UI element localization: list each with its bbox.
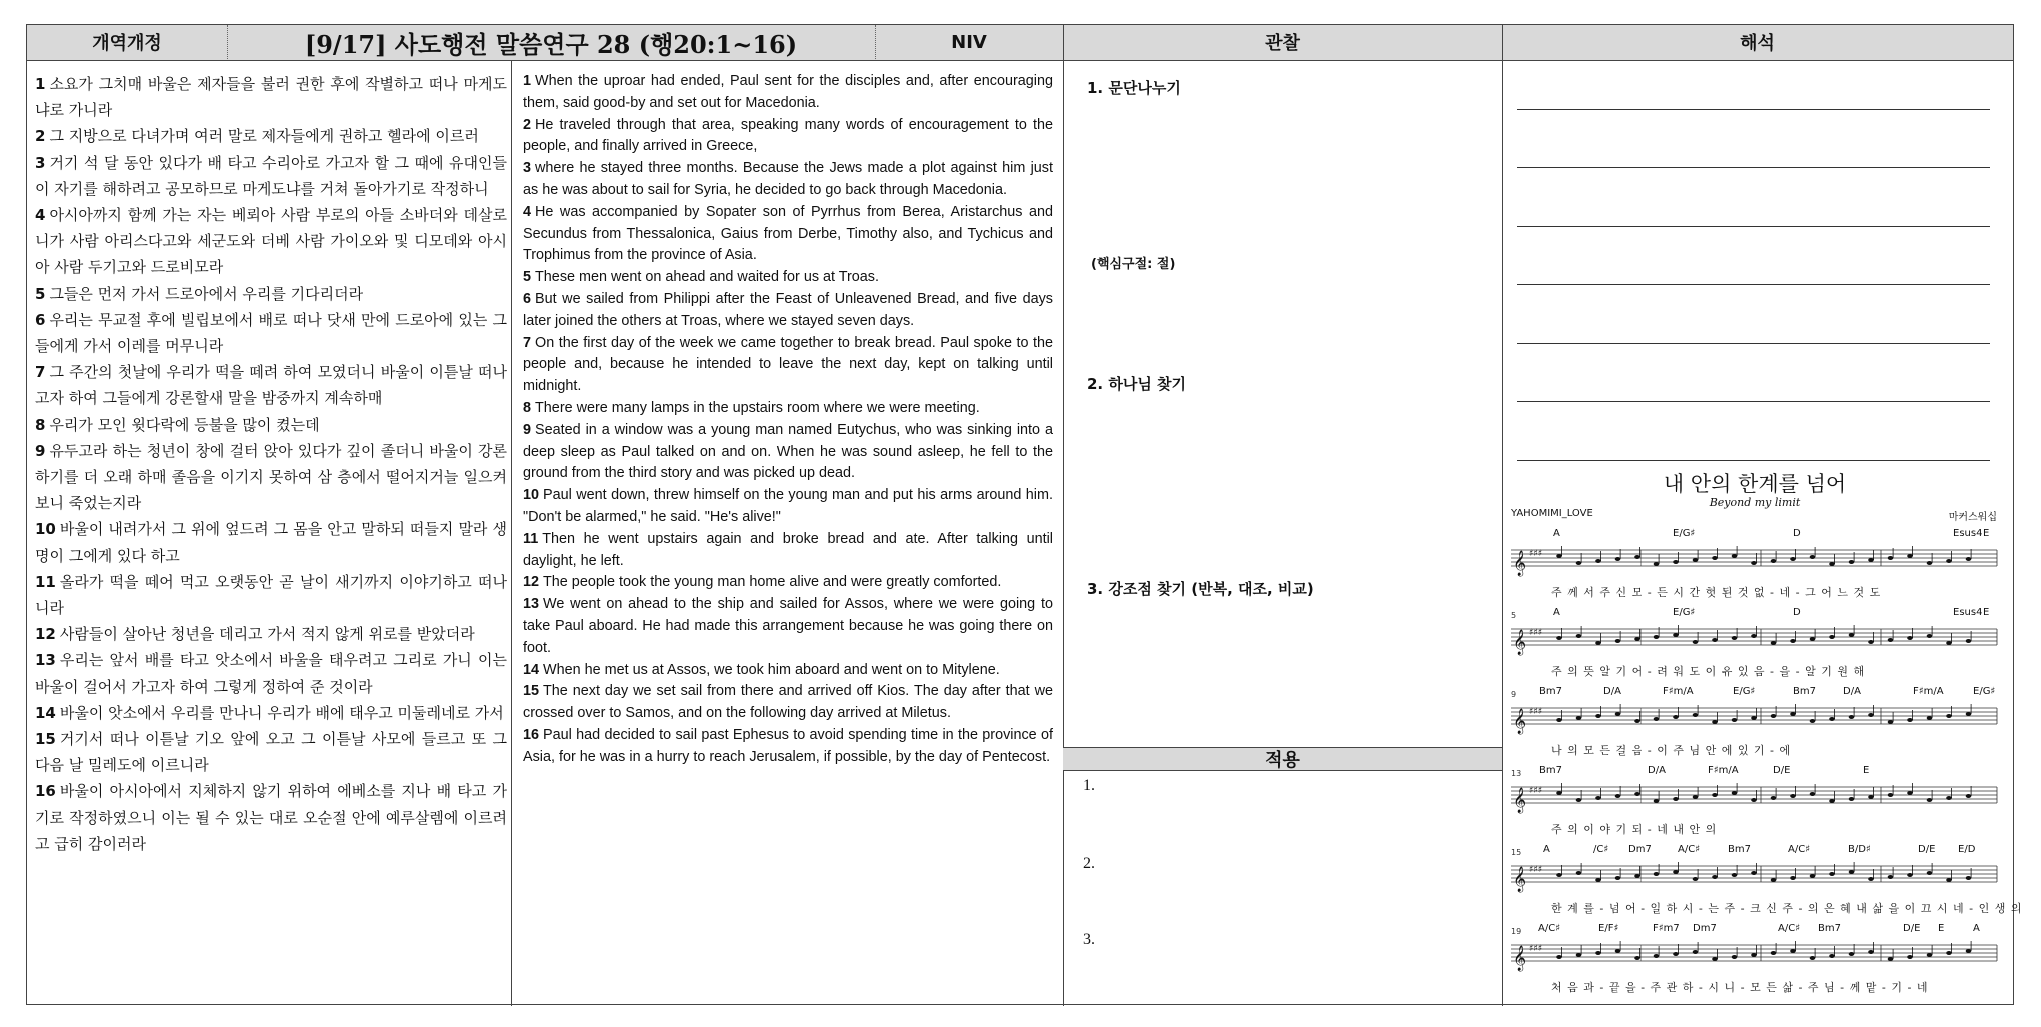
song-arranger: YAHOMIMI_LOVE <box>1511 508 1593 519</box>
verse-text: Paul went down, threw himself on the young man and put his arms around him. "Don't be alarmed," he said. "He's alive!" <box>523 487 1053 525</box>
lyric-line: 나 의 모 든 걸 음 - 이 주 님 안 에 있 기 - 에 <box>1551 744 1792 757</box>
writing-line[interactable] <box>1517 226 1990 227</box>
english-verse <box>523 572 1053 594</box>
chord-symbol: B/D♯ <box>1848 844 1871 855</box>
verse-number: 12 <box>35 625 56 644</box>
verse-text: 바울이 내려가서 그 위에 엎드려 그 몸을 안고 말하되 떠들지 말라 생명이 그에게 있다 하고 <box>35 520 507 565</box>
chord-row <box>1533 765 1993 779</box>
chord-symbol: D/A <box>1603 686 1621 697</box>
verse-text: 우리는 무교절 후에 빌립보에서 배로 떠나 닷새 만에 드로아에 있는 그들에게 가서 이레를 머무니라 <box>35 310 507 356</box>
observation-item-1: 1. 문단나누기 <box>1087 79 1181 97</box>
chord-symbol: Bm7 <box>1818 923 1841 934</box>
chord-symbol: Esus4 <box>1953 607 1983 618</box>
chord-symbol: F♯m/A <box>1663 686 1694 697</box>
column-divider <box>511 61 512 1006</box>
verse-number: 4 <box>35 206 46 225</box>
chord-symbol: F♯m7 <box>1653 923 1680 934</box>
column-divider <box>1502 25 1503 1006</box>
svg-text:♯♯♯: ♯♯♯ <box>1529 865 1543 875</box>
english-verse <box>523 289 1053 333</box>
korean-verses <box>35 71 507 857</box>
verse-text: 그 지방으로 다녀가며 여러 말로 제자들에게 권하고 헬라에 이르러 <box>49 127 479 146</box>
english-verse <box>523 485 1053 529</box>
english-verse <box>523 398 1053 420</box>
korean-verse <box>35 778 507 857</box>
chord-symbol: F♯m/A <box>1708 765 1739 776</box>
header-row <box>27 25 2013 61</box>
verse-text: 거기 석 달 동안 있다가 배 타고 수리아로 가고자 할 그 때에 유대인들이 자기를 해하려고 공모하므로 마게도냐를 거쳐 돌아가기로 작정하니 <box>35 153 507 198</box>
verse-text: He was accompanied by Sopater son of Pyrrhus from Berea, Aristarchus and Secundus from Thessalonica, Gaius from Derbe, Timothy also, and Tychicus and Trophimus from the province of Asia. <box>523 203 1053 264</box>
verse-number: 7 <box>35 363 46 382</box>
verse-number: 14 <box>523 661 540 678</box>
study-sheet <box>26 24 2023 1005</box>
chord-symbol: E <box>1983 528 1990 539</box>
chord-symbol: E/D <box>1958 844 1976 855</box>
verse-number: 8 <box>523 399 532 416</box>
chord-symbol: A <box>1973 923 1980 934</box>
korean-verse <box>35 621 507 647</box>
chord-symbol: Bm7 <box>1793 686 1816 697</box>
verse-text: He traveled through that area, speaking many words of encouragement to the people, and finally arrived in Greece, <box>523 116 1053 155</box>
svg-text:𝄞: 𝄞 <box>1513 946 1527 971</box>
music-staff <box>1511 765 1999 845</box>
korean-verse <box>35 647 507 699</box>
verse-text: where he stayed three months. Because the Jews made a plot against him just as he was about to sail for Syria, he decided to go back through Macedonia. <box>523 160 1053 198</box>
svg-text:𝄞: 𝄞 <box>1513 788 1527 813</box>
chord-symbol: Bm7 <box>1539 686 1562 697</box>
svg-text:𝄞: 𝄞 <box>1513 867 1527 892</box>
english-verse <box>523 660 1053 682</box>
music-staff <box>1511 686 1999 766</box>
chord-symbol: E <box>1938 923 1945 934</box>
chord-row <box>1533 844 1993 858</box>
chord-symbol: D <box>1793 528 1801 539</box>
measure-number: 5 <box>1511 611 1517 620</box>
chord-symbol: A/C♯ <box>1538 923 1561 934</box>
verse-text: 바울이 앗소에서 우리를 만나니 우리가 배에 태우고 미둘레네로 가서 <box>59 703 504 722</box>
korean-verse <box>35 202 507 281</box>
lyric-line: 한 계 를 - 넘 어 - 일 하 시 - 는 주 - 크 신 주 - 의 은 혜 내 삶 을 이 끄 시 네 - 인 생 의 <box>1551 902 2023 915</box>
english-verse <box>523 202 1053 267</box>
application-header: 적용 <box>1063 747 1502 771</box>
chord-symbol: Dm7 <box>1693 923 1717 934</box>
chord-symbol: A <box>1553 528 1560 539</box>
verse-number: 12 <box>523 574 540 591</box>
column-divider <box>1063 25 1064 1006</box>
chord-row <box>1533 686 1996 700</box>
chord-symbol: D/A <box>1843 686 1861 697</box>
staff-notation <box>1511 779 1999 819</box>
korean-verse <box>35 281 507 307</box>
verse-number: 11 <box>523 530 539 547</box>
music-staff <box>1511 607 1999 687</box>
verse-number: 10 <box>523 487 540 504</box>
measure-number: 19 <box>1511 927 1522 936</box>
korean-verse <box>35 412 507 438</box>
interpretation-header: 해석 <box>1740 33 1775 54</box>
measure-number: 15 <box>1511 848 1522 857</box>
korean-verse <box>35 516 507 568</box>
chord-symbol: A/C♯ <box>1778 923 1801 934</box>
verse-number: 10 <box>35 520 56 539</box>
chord-row <box>1533 607 1993 621</box>
application-item-1: 1. <box>1083 777 1095 794</box>
chord-symbol: E <box>1863 765 1870 776</box>
verse-text: 올라가 떡을 떼어 먹고 오랫동안 곧 날이 새기까지 이야기하고 떠나니라 <box>35 572 507 618</box>
chord-symbol: E/G♯ <box>1733 686 1756 697</box>
english-verse <box>523 333 1053 398</box>
korean-verse <box>35 359 507 411</box>
chord-symbol: E/G♯ <box>1673 528 1696 539</box>
music-staff <box>1511 923 1999 1003</box>
verse-text: These men went on ahead and waited for us at Troas. <box>535 269 879 286</box>
svg-text:♯♯♯: ♯♯♯ <box>1529 549 1543 559</box>
chord-symbol: Esus4 <box>1953 528 1983 539</box>
verse-text: The next day we set sail from there and arrived off Kios. The day after that we crossed over to Samos, and on the following day arrived at Miletus. <box>523 683 1053 722</box>
song-sheet <box>1505 468 2023 1000</box>
verse-number: 11 <box>35 572 56 591</box>
verse-number: 15 <box>523 683 540 700</box>
verse-text: 그들은 먼저 가서 드로아에서 우리를 기다리더라 <box>49 284 364 303</box>
verse-number: 3 <box>35 153 46 172</box>
chord-symbol: E/F♯ <box>1598 923 1619 934</box>
staff-notation <box>1511 858 1999 898</box>
verse-text: 바울이 아시아에서 지체하지 않기 위하여 에베소를 지나 배 타고 가기로 작정하였으니 이는 될 수 있는 대로 오순절 안에 예루살렘에 이르려고 급히 감이러라 <box>35 782 507 853</box>
verse-number: 13 <box>35 651 56 670</box>
writing-line[interactable] <box>1517 401 1990 402</box>
chord-symbol: A <box>1553 607 1560 618</box>
lyric-line: 주 의 이 야 기 되 - 네 내 안 의 <box>1551 823 1718 836</box>
verse-text: 소요가 그치매 바울은 제자들을 불러 권한 후에 작별하고 떠나 마게도냐로 가니라 <box>35 75 507 120</box>
page-title: [9/17] 사도행전 말씀연구 28 (행20:1~16) <box>304 29 798 59</box>
chord-row <box>1533 528 1993 542</box>
korean-verse <box>35 71 507 123</box>
english-verses <box>523 71 1053 769</box>
svg-text:♯♯♯: ♯♯♯ <box>1529 628 1543 638</box>
verse-text: 우리는 앞서 배를 타고 앗소에서 바울을 태우려고 그리로 가니 이는 바울이 걸어서 가고자 하여 그렇게 정하여 준 것이라 <box>35 651 507 696</box>
key-verse-label: (핵심구절: 절) <box>1091 257 1176 272</box>
song-title: 내 안의 한계를 넘어 <box>1663 472 1847 496</box>
svg-text:♯♯♯: ♯♯♯ <box>1529 944 1543 954</box>
chord-row <box>1533 923 1993 937</box>
application-item-3: 3. <box>1083 931 1095 948</box>
verse-number: 7 <box>523 334 532 351</box>
verse-number: 16 <box>35 782 56 801</box>
verse-number: 6 <box>35 310 46 329</box>
verse-number: 16 <box>523 726 540 743</box>
chord-symbol: Bm7 <box>1728 844 1751 855</box>
chord-symbol: /C♯ <box>1593 844 1609 855</box>
verse-text: We went on ahead to the ship and sailed for Assos, where we were going to take Paul aboard. He had made this arrangement because he was going there on foot. <box>523 596 1053 656</box>
measure-number: 9 <box>1511 690 1517 699</box>
measure-number: 13 <box>1511 769 1522 778</box>
verse-number: 8 <box>35 415 46 434</box>
korean-verse <box>35 726 507 778</box>
chord-symbol: D/E <box>1773 765 1791 776</box>
svg-text:𝄞: 𝄞 <box>1513 551 1527 576</box>
verse-number: 6 <box>523 290 532 307</box>
korean-verse <box>35 307 507 359</box>
verse-number: 9 <box>523 421 532 438</box>
svg-text:𝄞: 𝄞 <box>1513 630 1527 655</box>
verse-text: 거기서 떠나 이튿날 기오 앞에 오고 그 이튿날 사모에 들르고 또 그 다음 날 밀레도에 이르니라 <box>35 730 507 775</box>
verse-number: 13 <box>523 596 540 613</box>
english-verse <box>523 115 1053 159</box>
english-verse <box>523 158 1053 202</box>
verse-number: 5 <box>523 269 532 286</box>
english-verse <box>523 267 1053 289</box>
verse-text: Then he went upstairs again and broke bread and ate. After talking until daylight, he left. <box>523 530 1053 569</box>
chord-symbol: D/E <box>1918 844 1936 855</box>
english-verse <box>523 71 1053 115</box>
observation-header: 관찰 <box>1265 33 1300 54</box>
svg-text:♯♯♯: ♯♯♯ <box>1529 707 1543 717</box>
writing-line[interactable] <box>1517 460 1990 461</box>
verse-number: 3 <box>523 160 532 177</box>
korean-verse <box>35 150 507 202</box>
chord-symbol: Bm7 <box>1539 765 1562 776</box>
verse-text: There were many lamps in the upstairs room where we were meeting. <box>535 399 980 416</box>
lyric-line: 처 음 과 - 끝 을 - 주 관 하 - 시 니 - 모 든 삶 - 주 님 - 께 맡 - 기 - 네 <box>1551 981 1929 994</box>
korean-verse <box>35 700 507 726</box>
korean-verse <box>35 569 507 621</box>
verse-number: 5 <box>35 284 46 303</box>
verse-text: 사람들이 살아난 청년을 데리고 가서 적지 않게 위로를 받았더라 <box>59 625 475 644</box>
english-verse <box>523 725 1053 769</box>
writing-line[interactable] <box>1517 284 1990 285</box>
verse-text: 아시아까지 함께 가는 자는 베뢰아 사람 부로의 아들 소바더와 데살로니가 사람 아리스다고와 세군도와 더베 사람 가이오와 및 디모데와 아시아 사람 두기고와 드로비모라 <box>35 206 507 277</box>
chord-symbol: F♯m/A <box>1913 686 1944 697</box>
verse-text: 우리가 모인 윗다락에 등불을 많이 켰는데 <box>49 415 320 434</box>
verse-text: On the first day of the week we came together to break bread. Paul spoke to the people and, because he intended to leave the next day, kept on talking until midnight. <box>523 334 1053 395</box>
chord-symbol: A <box>1543 844 1550 855</box>
verse-text: Paul had decided to sail past Ephesus to avoid spending time in the province of Asia, for he was in a hurry to reach Jerusalem, if possible, by the day of Pentecost. <box>523 726 1053 765</box>
verse-text: The people took the young man home alive and were greatly comforted. <box>543 574 1002 591</box>
chord-symbol: E <box>1983 607 1990 618</box>
staff-notation <box>1511 937 1999 977</box>
verse-number: 1 <box>35 75 46 93</box>
lyric-line: 주 의 뜻 알 기 어 - 려 워 도 이 유 있 음 - 을 - 알 기 원 해 <box>1551 665 1866 678</box>
staff-notation <box>1511 621 1999 661</box>
verse-number: 2 <box>35 127 46 146</box>
verse-text: Seated in a window was a young man named Eutychus, who was sinking into a deep sleep as Paul talked on and on. When he was sound asleep, he fell to the ground from the third story and was picked up dead. <box>523 421 1053 482</box>
writing-line[interactable] <box>1517 167 1990 168</box>
staff-notation <box>1511 700 1999 740</box>
chord-symbol: E/G♯ <box>1673 607 1696 618</box>
english-verse <box>523 529 1053 573</box>
verse-text: When the uproar had ended, Paul sent for the disciples and, after encouraging them, said good-by and set out for Macedonia. <box>523 73 1053 111</box>
english-verse <box>523 420 1053 485</box>
verse-number: 2 <box>523 116 532 133</box>
verse-number: 14 <box>35 703 56 722</box>
verse-number: 9 <box>35 441 46 460</box>
song-composer: 마커스워십 <box>1948 512 1997 523</box>
chord-symbol: D/E <box>1903 923 1921 934</box>
observation-item-3: 3. 강조점 찾기 (반복, 대조, 비교) <box>1087 580 1314 598</box>
lyric-line: 주 께 서 주 신 모 - 든 시 간 헛 된 것 없 - 네 - 그 어 느 것 도 <box>1551 586 1882 599</box>
verse-number: 4 <box>523 203 532 220</box>
korean-verse <box>35 123 507 149</box>
english-verse <box>523 681 1053 725</box>
staff-notation <box>1511 542 1999 582</box>
verse-text: But we sailed from Philippi after the Feast of Unleavened Bread, and five days later joined the others at Troas, where we stayed seven days. <box>523 290 1053 329</box>
chord-symbol: E/G♯ <box>1973 686 1996 697</box>
writing-line[interactable] <box>1517 343 1990 344</box>
observation-item-2: 2. 하나님 찾기 <box>1087 375 1187 393</box>
verse-number: 15 <box>35 730 56 749</box>
chord-symbol: A/C♯ <box>1788 844 1811 855</box>
verse-text: 유두고라 하는 청년이 창에 걸터 앉아 있다가 깊이 졸더니 바울이 강론하기를 더 오래 하매 졸음을 이기지 못하여 삼 층에서 떨어지거늘 일으켜보니 죽었는지라 <box>35 441 507 513</box>
chord-symbol: A/C♯ <box>1678 844 1701 855</box>
application-item-2: 2. <box>1083 855 1095 872</box>
writing-line[interactable] <box>1517 109 1990 110</box>
svg-text:𝄞: 𝄞 <box>1513 709 1527 734</box>
music-staff <box>1511 844 2023 924</box>
verse-text: When he met us at Assos, we took him aboard and went on to Mitylene. <box>543 661 1000 678</box>
music-staff <box>1511 528 1999 608</box>
verse-number: 1 <box>523 73 532 89</box>
version-right: NIV <box>951 31 987 53</box>
chord-symbol: Dm7 <box>1628 844 1652 855</box>
korean-verse <box>35 438 507 517</box>
svg-text:♯♯♯: ♯♯♯ <box>1529 786 1543 796</box>
chord-symbol: D/A <box>1648 765 1666 776</box>
chord-symbol: D <box>1793 607 1801 618</box>
song-subtitle: Beyond my limit <box>1709 496 1801 509</box>
english-verse <box>523 594 1053 659</box>
verse-text: 그 주간의 첫날에 우리가 떡을 떼려 하여 모였더니 바울이 이튿날 떠나고자 하여 그들에게 강론할새 말을 밤중까지 계속하매 <box>35 363 507 408</box>
version-left: 개역개정 <box>92 33 162 54</box>
